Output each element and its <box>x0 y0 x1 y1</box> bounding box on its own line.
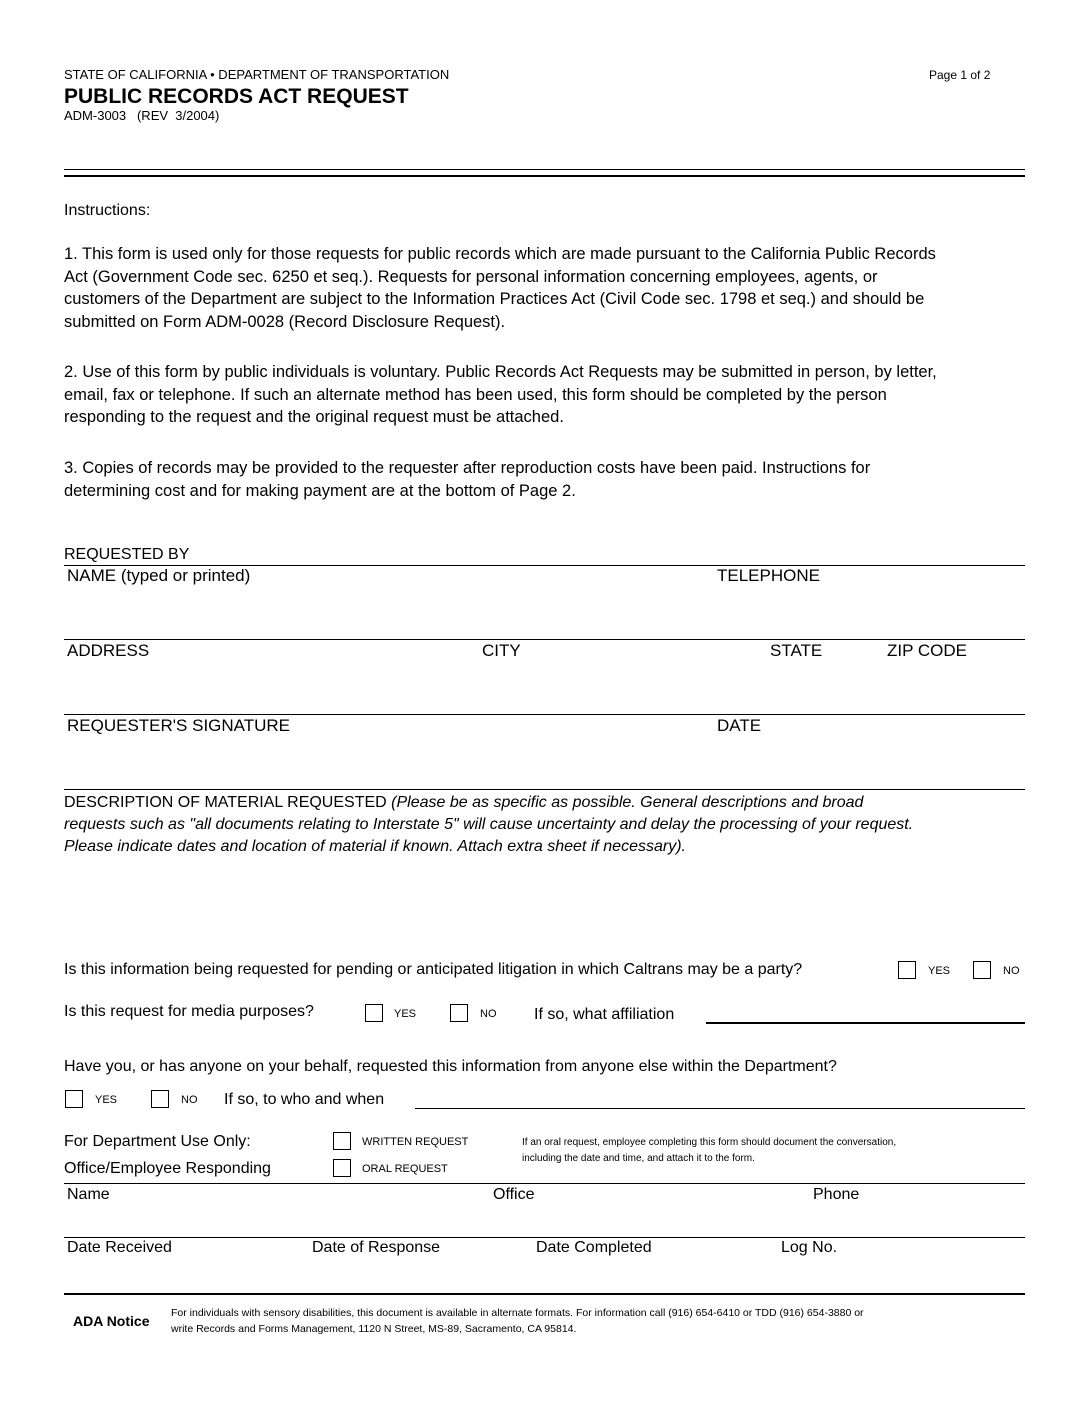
litigation-question: Is this information being requested for pending or anticipated litigation in which Caltrans may be a party? <box>64 961 803 978</box>
instruction-3: 3. Copies of records may be provided to the requester after reproduction costs have been paid. Instructions for determining cost and for making payment are at the bottom of Page 2. <box>64 459 871 500</box>
affiliation-label: If so, what affiliation <box>534 1006 675 1023</box>
office-employee-label: Office/Employee Responding <box>64 1160 271 1177</box>
dept-phone-label: Phone <box>813 1186 860 1203</box>
rule-dates <box>64 1237 1025 1238</box>
log-no-label: Log No. <box>781 1239 838 1256</box>
telephone-label: TELEPHONE <box>717 566 820 585</box>
litigation-no-label: NO <box>1003 965 1020 977</box>
dept-name-label: Name <box>67 1186 110 1203</box>
ada-notice-text-1: For individuals with sensory disabilities, this document is available in alternate formats. For information call (916) 654-6410 or TDD (916) 654-3880 or <box>171 1307 864 1319</box>
agency-name: STATE OF CALIFORNIA • DEPARTMENT OF TRANSPORTATION <box>64 67 450 82</box>
oral-request-label: ORAL REQUEST <box>362 1163 448 1175</box>
form-title: PUBLIC RECORDS ACT REQUEST <box>64 85 409 108</box>
page-number: Page 1 of 2 <box>929 68 991 82</box>
media-yes-label: YES <box>394 1008 417 1020</box>
description-note-2: requests such as "all documents relating to Interstate 5" will cause uncertainty and delay the processing of your request. <box>64 816 914 833</box>
prior-no-checkbox[interactable] <box>151 1090 169 1108</box>
affiliation-input-line[interactable] <box>706 1022 1025 1024</box>
state-label: STATE <box>770 641 823 660</box>
prior-yes-label: YES <box>95 1094 118 1106</box>
address-label: ADDRESS <box>67 641 150 660</box>
who-when-label: If so, to who and when <box>224 1091 385 1108</box>
prior-no-label: NO <box>181 1094 198 1106</box>
date-label: DATE <box>717 716 762 735</box>
header-divider-thick <box>64 175 1025 177</box>
rule-ada <box>64 1293 1025 1295</box>
description-note-3: Please indicate dates and location of material if known. Attach extra sheet if necessary). <box>64 838 686 855</box>
date-received-label: Date Received <box>67 1239 172 1256</box>
litigation-yes-checkbox[interactable] <box>898 961 916 979</box>
description-note: (Please be as specific as possible. General descriptions and broad <box>391 794 864 811</box>
dept-office-label: Office <box>493 1186 535 1203</box>
description-label: DESCRIPTION OF MATERIAL REQUESTED (Please be as specific as possible. General descriptions and broad <box>64 794 864 811</box>
instructions-heading: Instructions: <box>64 202 151 219</box>
prior-yes-checkbox[interactable] <box>65 1090 83 1108</box>
media-yes-checkbox[interactable] <box>365 1004 383 1022</box>
city-label: CITY <box>482 641 521 660</box>
oral-note-1: If an oral request, employee completing this form should document the conversation, <box>522 1137 897 1148</box>
media-question: Is this request for media purposes? <box>64 1003 314 1020</box>
rule-description <box>64 789 1025 790</box>
ada-notice-text-2: write Records and Forms Management, 1120 N Street, MS-89, Sacramento, CA 95814. <box>171 1323 577 1335</box>
zip-label: ZIP CODE <box>887 641 967 660</box>
prior-request-question: Have you, or has anyone on your behalf, requested this information from anyone else within the Department? <box>64 1058 837 1075</box>
litigation-yes-label: YES <box>928 965 951 977</box>
rule-signature <box>64 714 1025 715</box>
oral-request-checkbox[interactable] <box>333 1159 351 1177</box>
date-response-label: Date of Response <box>312 1239 441 1256</box>
ada-notice-label: ADA Notice <box>73 1313 150 1329</box>
media-no-label: NO <box>480 1008 497 1020</box>
media-no-checkbox[interactable] <box>450 1004 468 1022</box>
instruction-1: 1. This form is used only for those requests for public records which are made pursuant to the California Public Records Act (Government Code sec. 6250 et seq.). Requests for personal information concerning employees, agents, or customers of the Department are subject to the Information Practices Act (Civil Code sec. 1798 et seq.) and should be submitted on Form ADM-0028 (Record Disclosure Request). <box>64 245 936 331</box>
dept-use-label: For Department Use Only: <box>64 1133 251 1150</box>
rule-dept-name <box>64 1183 1025 1184</box>
header-divider <box>64 169 1025 170</box>
instruction-2: 2. Use of this form by public individuals is voluntary. Public Records Act Requests may be submitted in person, by letter, email, fax or telephone. If such an alternate method has been used, this form should be completed by the person responding to the request and the original request must be attached. <box>64 363 937 426</box>
rule-address <box>64 639 1025 640</box>
who-when-input-line[interactable] <box>415 1108 1025 1109</box>
written-request-label: WRITTEN REQUEST <box>362 1136 469 1148</box>
date-completed-label: Date Completed <box>536 1239 652 1256</box>
form-id: ADM-3003 (REV 3/2004) <box>64 108 220 123</box>
litigation-no-checkbox[interactable] <box>973 961 991 979</box>
oral-note-2: including the date and time, and attach it to the form. <box>522 1153 755 1164</box>
requested-by-heading: REQUESTED BY <box>64 546 190 563</box>
signature-label: REQUESTER'S SIGNATURE <box>67 716 291 735</box>
name-label: NAME (typed or printed) <box>67 566 251 585</box>
written-request-checkbox[interactable] <box>333 1132 351 1150</box>
